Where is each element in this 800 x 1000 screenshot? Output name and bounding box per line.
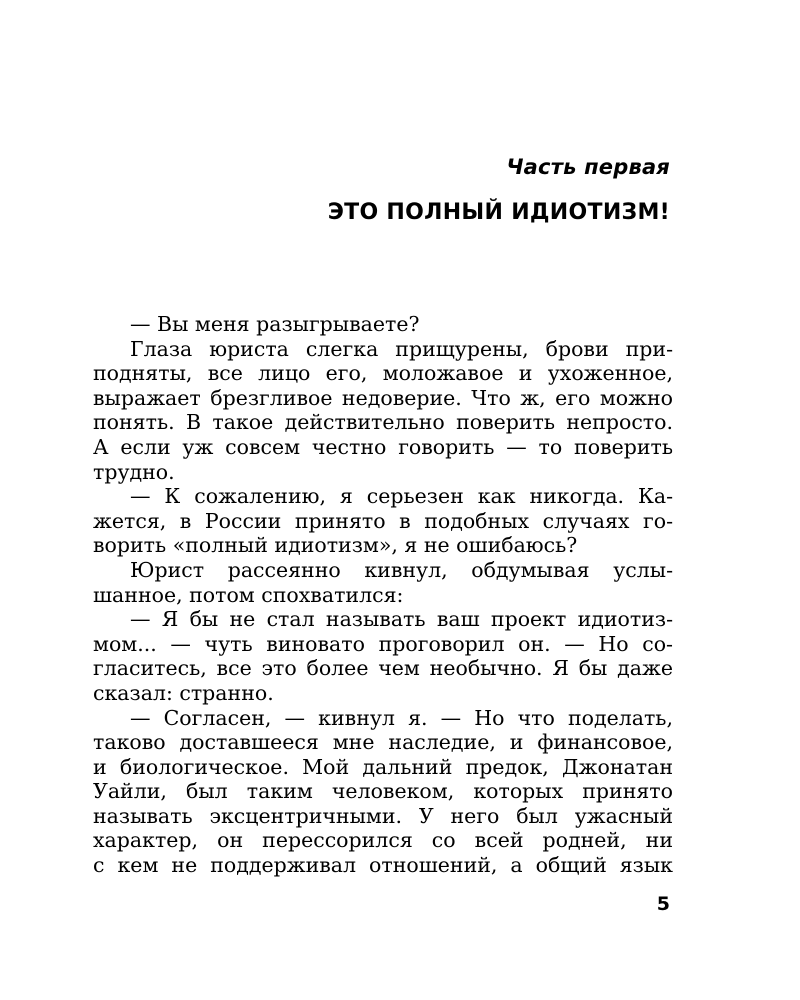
body-text	[93, 312, 673, 878]
text-line: Глаза юриста слегка прищурены, брови при-	[130, 336, 673, 361]
text-line: таково доставшееся мне наследие, и финансовое,	[93, 730, 673, 755]
text-line: и биологическое. Мой дальний предок, Джонатан	[93, 754, 673, 779]
text-line: — Согласен, — кивнул я. — Но что поделать,	[130, 705, 673, 730]
text-line: ворить «полный идиотизм», я не ошибаюсь?	[93, 533, 578, 558]
part-title: Часть первая	[506, 155, 670, 179]
text-line: шанное, потом спохватился:	[93, 582, 404, 607]
text-line: гласитесь, все это более чем необычно. Я бы даже	[93, 656, 673, 681]
chapter-title: ЭТО ПОЛНЫЙ ИДИОТИЗМ!	[327, 200, 670, 225]
text-line: называть эксцентричными. У него был ужасный	[93, 803, 673, 828]
text-line: подняты, все лицо его, моложавое и ухоженное,	[93, 361, 673, 386]
text-line: — Я бы не стал называть ваш проект идиотиз-	[130, 607, 673, 632]
text-line: выражает брезгливое недоверие. Что ж, его можно	[93, 385, 673, 410]
text-line: А если уж совсем честно говорить — то поверить	[93, 434, 673, 459]
text-line: жется, в России принято в подобных случаях го-	[93, 508, 673, 533]
text-line: трудно.	[93, 459, 175, 484]
text-line: Уайли, был таким человеком, которых принято	[93, 779, 673, 804]
text-line: сказал: странно.	[93, 680, 274, 705]
text-line: понять. В такое действительно поверить непросто.	[93, 410, 673, 435]
text-line: — Вы меня разыгрываете?	[130, 312, 420, 336]
page-number: 5	[656, 893, 670, 915]
text-line: Юрист рассеянно кивнул, обдумывая услы-	[130, 557, 673, 582]
text-line: характер, он перессорился со всей родней, ни	[93, 828, 673, 853]
text-line: с кем не поддерживал отношений, а общий язык	[93, 853, 673, 878]
text-line: — К сожалению, я серьезен как никогда. Ка-	[130, 484, 673, 509]
text-line: мом... — чуть виновато проговорил он. — Но со-	[93, 631, 673, 656]
